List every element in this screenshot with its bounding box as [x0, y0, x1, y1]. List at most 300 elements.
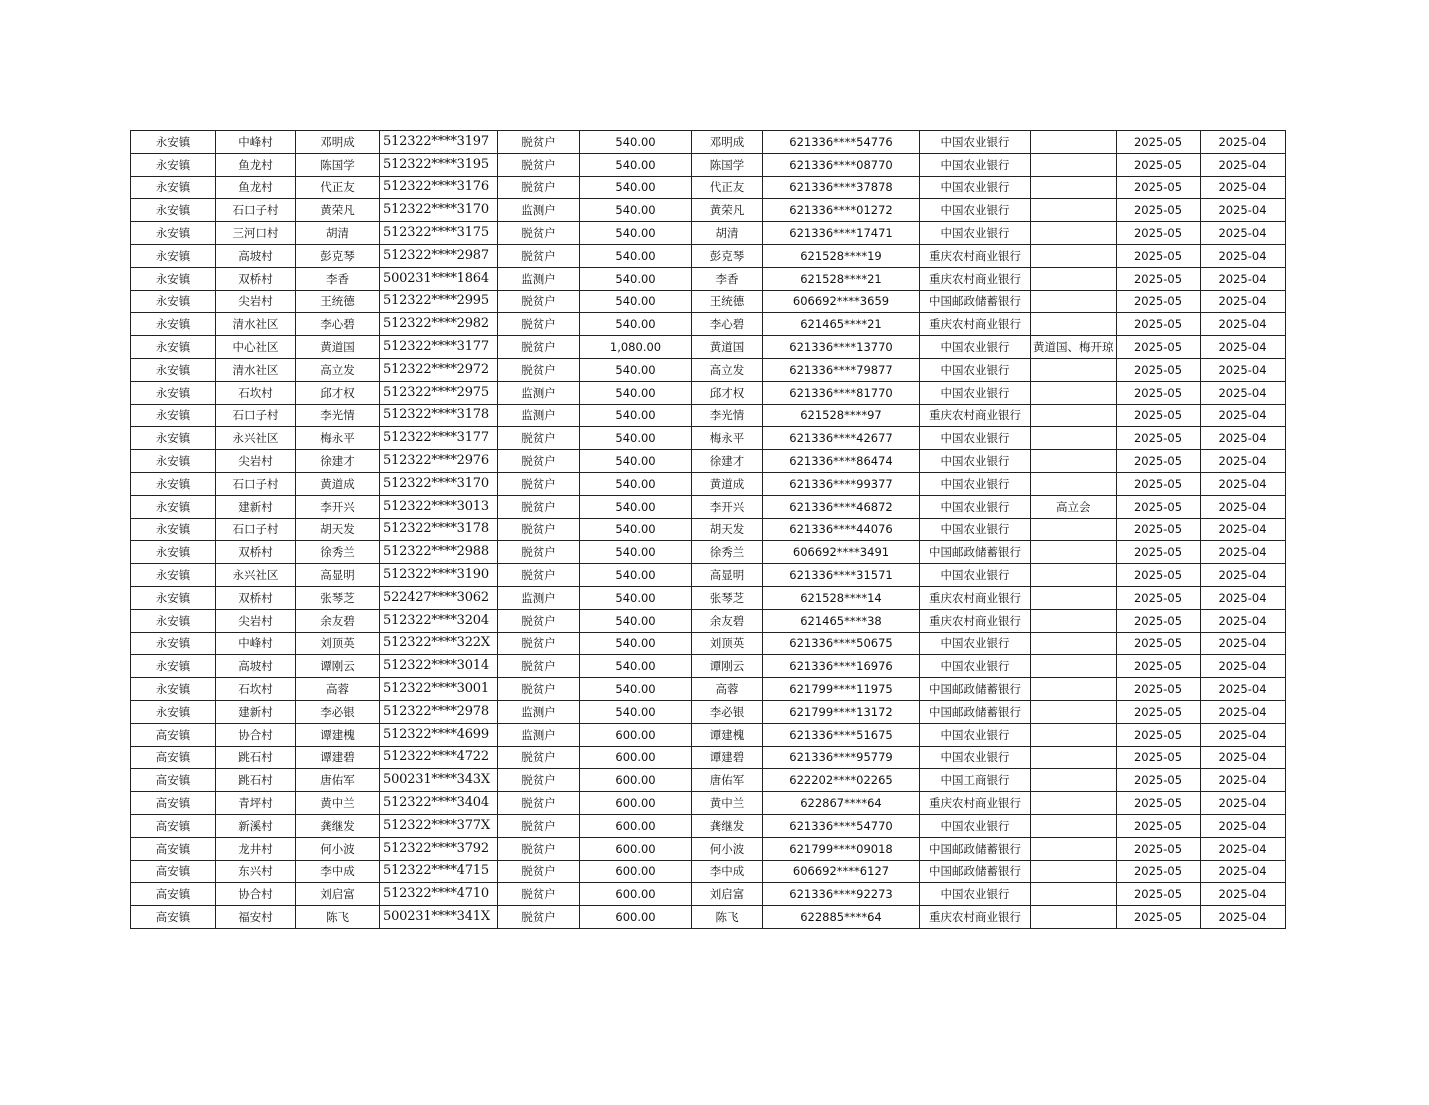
period-month-cell: 2025-04	[1200, 655, 1285, 678]
account-holder-cell: 彭克琴	[692, 244, 763, 267]
bank-cell: 中国农业银行	[920, 723, 1031, 746]
account-holder-cell: 余友碧	[692, 609, 763, 632]
issue-month-cell: 2025-05	[1116, 313, 1200, 336]
town-cell: 永安镇	[131, 564, 216, 587]
household-type-cell: 脱贫户	[498, 632, 580, 655]
town-cell: 永安镇	[131, 336, 216, 359]
bank-cell: 重庆农村商业银行	[920, 267, 1031, 290]
bank-cell: 中国邮政储蓄银行	[920, 700, 1031, 723]
id-number-cell: 512322****3190	[380, 564, 498, 587]
household-type-cell: 脱贫户	[498, 450, 580, 473]
account-number-cell: 621336****51675	[763, 723, 920, 746]
name-cell: 龚继发	[296, 814, 380, 837]
remark-cell	[1031, 678, 1117, 701]
name-cell: 高蓉	[296, 678, 380, 701]
account-number-cell: 606692****6127	[763, 860, 920, 883]
name-cell: 李必银	[296, 700, 380, 723]
name-cell: 陈飞	[296, 906, 380, 929]
village-cell: 协合村	[216, 723, 296, 746]
town-cell: 永安镇	[131, 427, 216, 450]
name-cell: 李中成	[296, 860, 380, 883]
issue-month-cell: 2025-05	[1116, 906, 1200, 929]
amount-cell: 1,080.00	[580, 336, 692, 359]
period-month-cell: 2025-04	[1200, 906, 1285, 929]
remark-cell	[1031, 609, 1117, 632]
id-number-cell: 500231****343X	[380, 769, 498, 792]
account-holder-cell: 高蓉	[692, 678, 763, 701]
household-type-cell: 脱贫户	[498, 564, 580, 587]
household-type-cell: 脱贫户	[498, 495, 580, 518]
name-cell: 代正友	[296, 176, 380, 199]
id-number-cell: 500231****341X	[380, 906, 498, 929]
town-cell: 高安镇	[131, 860, 216, 883]
issue-month-cell: 2025-05	[1116, 678, 1200, 701]
account-holder-cell: 黄道国	[692, 336, 763, 359]
bank-cell: 重庆农村商业银行	[920, 313, 1031, 336]
table-row	[131, 222, 1286, 245]
town-cell: 高安镇	[131, 723, 216, 746]
issue-month-cell: 2025-05	[1116, 609, 1200, 632]
issue-month-cell: 2025-05	[1116, 290, 1200, 313]
household-type-cell: 脱贫户	[498, 313, 580, 336]
issue-month-cell: 2025-05	[1116, 883, 1200, 906]
period-month-cell: 2025-04	[1200, 678, 1285, 701]
period-month-cell: 2025-04	[1200, 700, 1285, 723]
bank-cell: 中国农业银行	[920, 222, 1031, 245]
account-holder-cell: 邱才权	[692, 381, 763, 404]
bank-cell: 中国农业银行	[920, 746, 1031, 769]
bank-cell: 中国农业银行	[920, 358, 1031, 381]
remark-cell	[1031, 153, 1117, 176]
period-month-cell: 2025-04	[1200, 769, 1285, 792]
bank-cell: 中国农业银行	[920, 336, 1031, 359]
amount-cell: 600.00	[580, 837, 692, 860]
remark-cell	[1031, 655, 1117, 678]
town-cell: 永安镇	[131, 199, 216, 222]
remark-cell	[1031, 906, 1117, 929]
issue-month-cell: 2025-05	[1116, 814, 1200, 837]
village-cell: 高坡村	[216, 244, 296, 267]
bank-cell: 中国农业银行	[920, 450, 1031, 473]
household-type-cell: 脱贫户	[498, 906, 580, 929]
village-cell: 双桥村	[216, 586, 296, 609]
household-type-cell: 脱贫户	[498, 609, 580, 632]
amount-cell: 540.00	[580, 609, 692, 632]
town-cell: 高安镇	[131, 837, 216, 860]
town-cell: 永安镇	[131, 700, 216, 723]
village-cell: 永兴社区	[216, 427, 296, 450]
household-type-cell: 脱贫户	[498, 427, 580, 450]
remark-cell	[1031, 222, 1117, 245]
name-cell: 黄道国	[296, 336, 380, 359]
remark-cell: 黄道国、梅开琼	[1031, 336, 1117, 359]
issue-month-cell: 2025-05	[1116, 495, 1200, 518]
household-type-cell: 脱贫户	[498, 244, 580, 267]
amount-cell: 540.00	[580, 381, 692, 404]
table-row	[131, 518, 1286, 541]
table-row	[131, 381, 1286, 404]
remark-cell	[1031, 632, 1117, 655]
id-number-cell: 512322****2976	[380, 450, 498, 473]
amount-cell: 540.00	[580, 655, 692, 678]
household-type-cell: 脱贫户	[498, 746, 580, 769]
household-type-cell: 脱贫户	[498, 518, 580, 541]
name-cell: 徐秀兰	[296, 541, 380, 564]
town-cell: 永安镇	[131, 358, 216, 381]
name-cell: 刘顶英	[296, 632, 380, 655]
period-month-cell: 2025-04	[1200, 404, 1285, 427]
amount-cell: 600.00	[580, 746, 692, 769]
id-number-cell: 522427****3062	[380, 586, 498, 609]
amount-cell: 540.00	[580, 404, 692, 427]
village-cell: 清水社区	[216, 313, 296, 336]
id-number-cell: 512322****2982	[380, 313, 498, 336]
account-number-cell: 621336****31571	[763, 564, 920, 587]
name-cell: 王统德	[296, 290, 380, 313]
town-cell: 永安镇	[131, 632, 216, 655]
table-row	[131, 313, 1286, 336]
name-cell: 黄道成	[296, 472, 380, 495]
amount-cell: 540.00	[580, 700, 692, 723]
account-number-cell: 621799****09018	[763, 837, 920, 860]
remark-cell	[1031, 290, 1117, 313]
account-holder-cell: 黄荣凡	[692, 199, 763, 222]
account-number-cell: 606692****3491	[763, 541, 920, 564]
bank-cell: 重庆农村商业银行	[920, 792, 1031, 815]
name-cell: 李光情	[296, 404, 380, 427]
town-cell: 高安镇	[131, 814, 216, 837]
town-cell: 永安镇	[131, 518, 216, 541]
name-cell: 张琴芝	[296, 586, 380, 609]
amount-cell: 600.00	[580, 860, 692, 883]
id-number-cell: 512322****4715	[380, 860, 498, 883]
household-type-cell: 脱贫户	[498, 541, 580, 564]
village-cell: 高坡村	[216, 655, 296, 678]
town-cell: 高安镇	[131, 792, 216, 815]
payment-table	[130, 130, 1286, 929]
account-holder-cell: 徐秀兰	[692, 541, 763, 564]
household-type-cell: 脱贫户	[498, 336, 580, 359]
village-cell: 青坪村	[216, 792, 296, 815]
issue-month-cell: 2025-05	[1116, 518, 1200, 541]
table-row	[131, 883, 1286, 906]
issue-month-cell: 2025-05	[1116, 632, 1200, 655]
village-cell: 双桥村	[216, 267, 296, 290]
table-row	[131, 336, 1286, 359]
id-number-cell: 512322****3178	[380, 518, 498, 541]
remark-cell	[1031, 404, 1117, 427]
amount-cell: 540.00	[580, 358, 692, 381]
amount-cell: 540.00	[580, 678, 692, 701]
account-holder-cell: 刘顶英	[692, 632, 763, 655]
period-month-cell: 2025-04	[1200, 176, 1285, 199]
remark-cell	[1031, 244, 1117, 267]
amount-cell: 540.00	[580, 313, 692, 336]
table-row	[131, 450, 1286, 473]
remark-cell	[1031, 472, 1117, 495]
amount-cell: 540.00	[580, 495, 692, 518]
village-cell: 尖岩村	[216, 290, 296, 313]
name-cell: 李香	[296, 267, 380, 290]
account-number-cell: 621336****08770	[763, 153, 920, 176]
town-cell: 永安镇	[131, 176, 216, 199]
village-cell: 尖岩村	[216, 609, 296, 632]
period-month-cell: 2025-04	[1200, 450, 1285, 473]
village-cell: 石坎村	[216, 678, 296, 701]
period-month-cell: 2025-04	[1200, 267, 1285, 290]
account-number-cell: 621336****46872	[763, 495, 920, 518]
bank-cell: 中国农业银行	[920, 564, 1031, 587]
village-cell: 建新村	[216, 495, 296, 518]
account-number-cell: 606692****3659	[763, 290, 920, 313]
amount-cell: 540.00	[580, 199, 692, 222]
bank-cell: 中国邮政储蓄银行	[920, 290, 1031, 313]
amount-cell: 540.00	[580, 267, 692, 290]
period-month-cell: 2025-04	[1200, 814, 1285, 837]
remark-cell	[1031, 450, 1117, 473]
issue-month-cell: 2025-05	[1116, 541, 1200, 564]
account-holder-cell: 李中成	[692, 860, 763, 883]
account-holder-cell: 谭建碧	[692, 746, 763, 769]
remark-cell	[1031, 792, 1117, 815]
name-cell: 胡天发	[296, 518, 380, 541]
account-number-cell: 621799****11975	[763, 678, 920, 701]
id-number-cell: 512322****3792	[380, 837, 498, 860]
table-row	[131, 564, 1286, 587]
account-holder-cell: 陈国学	[692, 153, 763, 176]
name-cell: 黄中兰	[296, 792, 380, 815]
bank-cell: 中国农业银行	[920, 381, 1031, 404]
town-cell: 永安镇	[131, 404, 216, 427]
account-number-cell: 621336****54776	[763, 131, 920, 154]
id-number-cell: 512322****3013	[380, 495, 498, 518]
bank-cell: 中国农业银行	[920, 472, 1031, 495]
town-cell: 高安镇	[131, 769, 216, 792]
bank-cell: 中国邮政储蓄银行	[920, 860, 1031, 883]
household-type-cell: 脱贫户	[498, 814, 580, 837]
town-cell: 永安镇	[131, 495, 216, 518]
account-number-cell: 621336****17471	[763, 222, 920, 245]
bank-cell: 中国农业银行	[920, 814, 1031, 837]
amount-cell: 600.00	[580, 906, 692, 929]
name-cell: 唐佑军	[296, 769, 380, 792]
remark-cell	[1031, 518, 1117, 541]
id-number-cell: 512322****4722	[380, 746, 498, 769]
account-number-cell: 621336****44076	[763, 518, 920, 541]
name-cell: 黄荣凡	[296, 199, 380, 222]
remark-cell	[1031, 814, 1117, 837]
amount-cell: 600.00	[580, 723, 692, 746]
period-month-cell: 2025-04	[1200, 883, 1285, 906]
town-cell: 高安镇	[131, 746, 216, 769]
amount-cell: 600.00	[580, 769, 692, 792]
bank-cell: 重庆农村商业银行	[920, 906, 1031, 929]
table-row	[131, 290, 1286, 313]
bank-cell: 中国农业银行	[920, 176, 1031, 199]
bank-cell: 中国农业银行	[920, 495, 1031, 518]
village-cell: 三河口村	[216, 222, 296, 245]
village-cell: 跳石村	[216, 746, 296, 769]
account-holder-cell: 高立发	[692, 358, 763, 381]
issue-month-cell: 2025-05	[1116, 381, 1200, 404]
issue-month-cell: 2025-05	[1116, 700, 1200, 723]
town-cell: 永安镇	[131, 541, 216, 564]
id-number-cell: 512322****3177	[380, 336, 498, 359]
amount-cell: 540.00	[580, 244, 692, 267]
name-cell: 李心碧	[296, 313, 380, 336]
remark-cell	[1031, 358, 1117, 381]
amount-cell: 540.00	[580, 427, 692, 450]
account-holder-cell: 邓明成	[692, 131, 763, 154]
account-holder-cell: 李必银	[692, 700, 763, 723]
village-cell: 石口子村	[216, 472, 296, 495]
table-row	[131, 427, 1286, 450]
issue-month-cell: 2025-05	[1116, 404, 1200, 427]
table-body	[131, 131, 1286, 929]
village-cell: 跳石村	[216, 769, 296, 792]
remark-cell: 高立会	[1031, 495, 1117, 518]
table-row	[131, 153, 1286, 176]
period-month-cell: 2025-04	[1200, 792, 1285, 815]
issue-month-cell: 2025-05	[1116, 336, 1200, 359]
account-holder-cell: 张琴芝	[692, 586, 763, 609]
remark-cell	[1031, 199, 1117, 222]
amount-cell: 540.00	[580, 450, 692, 473]
town-cell: 永安镇	[131, 609, 216, 632]
account-holder-cell: 黄道成	[692, 472, 763, 495]
account-number-cell: 621336****42677	[763, 427, 920, 450]
name-cell: 徐建才	[296, 450, 380, 473]
period-month-cell: 2025-04	[1200, 495, 1285, 518]
account-number-cell: 621528****97	[763, 404, 920, 427]
town-cell: 永安镇	[131, 313, 216, 336]
period-month-cell: 2025-04	[1200, 222, 1285, 245]
account-holder-cell: 李开兴	[692, 495, 763, 518]
village-cell: 建新村	[216, 700, 296, 723]
bank-cell: 重庆农村商业银行	[920, 244, 1031, 267]
village-cell: 双桥村	[216, 541, 296, 564]
name-cell: 彭克琴	[296, 244, 380, 267]
remark-cell	[1031, 313, 1117, 336]
bank-cell: 中国邮政储蓄银行	[920, 541, 1031, 564]
bank-cell: 中国工商银行	[920, 769, 1031, 792]
table-row	[131, 267, 1286, 290]
id-number-cell: 512322****3170	[380, 199, 498, 222]
household-type-cell: 脱贫户	[498, 678, 580, 701]
account-number-cell: 621465****38	[763, 609, 920, 632]
remark-cell	[1031, 564, 1117, 587]
table-row	[131, 746, 1286, 769]
amount-cell: 540.00	[580, 564, 692, 587]
town-cell: 高安镇	[131, 906, 216, 929]
table-row	[131, 860, 1286, 883]
amount-cell: 600.00	[580, 792, 692, 815]
household-type-cell: 监测户	[498, 404, 580, 427]
period-month-cell: 2025-04	[1200, 131, 1285, 154]
id-number-cell: 512322****3001	[380, 678, 498, 701]
account-number-cell: 621528****19	[763, 244, 920, 267]
id-number-cell: 512322****2987	[380, 244, 498, 267]
amount-cell: 540.00	[580, 222, 692, 245]
household-type-cell: 脱贫户	[498, 655, 580, 678]
issue-month-cell: 2025-05	[1116, 244, 1200, 267]
table-row	[131, 632, 1286, 655]
account-number-cell: 621336****16976	[763, 655, 920, 678]
id-number-cell: 512322****4710	[380, 883, 498, 906]
household-type-cell: 监测户	[498, 199, 580, 222]
id-number-cell: 512322****2995	[380, 290, 498, 313]
account-holder-cell: 高显明	[692, 564, 763, 587]
table-row	[131, 792, 1286, 815]
household-type-cell: 脱贫户	[498, 769, 580, 792]
issue-month-cell: 2025-05	[1116, 222, 1200, 245]
household-type-cell: 脱贫户	[498, 837, 580, 860]
village-cell: 中心社区	[216, 336, 296, 359]
bank-cell: 中国农业银行	[920, 131, 1031, 154]
id-number-cell: 512322****377X	[380, 814, 498, 837]
remark-cell	[1031, 837, 1117, 860]
account-number-cell: 622885****64	[763, 906, 920, 929]
id-number-cell: 512322****2978	[380, 700, 498, 723]
table-row	[131, 769, 1286, 792]
table-row	[131, 700, 1286, 723]
remark-cell	[1031, 723, 1117, 746]
remark-cell	[1031, 860, 1117, 883]
id-number-cell: 512322****4699	[380, 723, 498, 746]
period-month-cell: 2025-04	[1200, 837, 1285, 860]
table-row	[131, 586, 1286, 609]
amount-cell: 540.00	[580, 153, 692, 176]
period-month-cell: 2025-04	[1200, 632, 1285, 655]
name-cell: 谭刚云	[296, 655, 380, 678]
village-cell: 新溪村	[216, 814, 296, 837]
village-cell: 石口子村	[216, 404, 296, 427]
period-month-cell: 2025-04	[1200, 564, 1285, 587]
household-type-cell: 监测户	[498, 723, 580, 746]
village-cell: 协合村	[216, 883, 296, 906]
remark-cell	[1031, 700, 1117, 723]
household-type-cell: 监测户	[498, 586, 580, 609]
bank-cell: 重庆农村商业银行	[920, 404, 1031, 427]
village-cell: 鱼龙村	[216, 176, 296, 199]
account-number-cell: 621336****54770	[763, 814, 920, 837]
id-number-cell: 512322****3170	[380, 472, 498, 495]
id-number-cell: 512322****2988	[380, 541, 498, 564]
village-cell: 尖岩村	[216, 450, 296, 473]
village-cell: 石口子村	[216, 199, 296, 222]
account-number-cell: 622202****02265	[763, 769, 920, 792]
id-number-cell: 512322****3195	[380, 153, 498, 176]
account-holder-cell: 唐佑军	[692, 769, 763, 792]
account-holder-cell: 梅永平	[692, 427, 763, 450]
table-row	[131, 837, 1286, 860]
amount-cell: 600.00	[580, 814, 692, 837]
town-cell: 永安镇	[131, 222, 216, 245]
remark-cell	[1031, 746, 1117, 769]
household-type-cell: 监测户	[498, 381, 580, 404]
amount-cell: 540.00	[580, 176, 692, 199]
name-cell: 梅永平	[296, 427, 380, 450]
remark-cell	[1031, 131, 1117, 154]
account-number-cell: 621799****13172	[763, 700, 920, 723]
account-holder-cell: 龚继发	[692, 814, 763, 837]
remark-cell	[1031, 541, 1117, 564]
period-month-cell: 2025-04	[1200, 518, 1285, 541]
table-row	[131, 472, 1286, 495]
period-month-cell: 2025-04	[1200, 472, 1285, 495]
issue-month-cell: 2025-05	[1116, 723, 1200, 746]
period-month-cell: 2025-04	[1200, 427, 1285, 450]
